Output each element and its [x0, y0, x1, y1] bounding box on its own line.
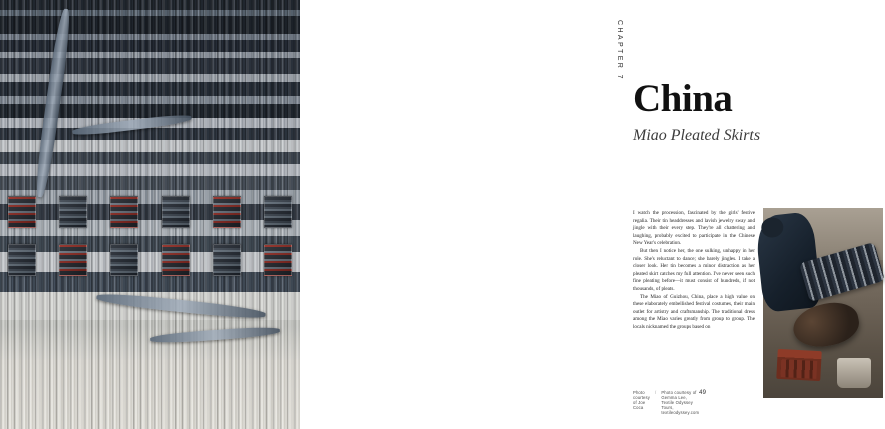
body-paragraph: But then I notice her, the one sulking, unhappy in her role. She's reluctant to dance; she barely jingles. I take a closer look. Her tin becomes a minor distraction as her pleated skirt catches my full attention. I've never seen such fine pleating before—it must consist of hundreds, if not thousands, of pleats.	[633, 247, 755, 292]
left-page-photo	[0, 0, 300, 429]
embroidery-panel	[213, 196, 241, 228]
embroidery-panel	[110, 196, 138, 228]
artisan-photo	[763, 208, 883, 398]
embroidery-panel	[8, 244, 36, 276]
caption-left: Photo courtesy of Joe Coca	[633, 390, 651, 410]
body-paragraph: I watch the procession, fascinated by the girls' festive regalia. Their tin headdresses and lavish jewelry sway and jingle with their every step. They're all chattering and laughing, probably excited to participate in the Chinese New Year's celebration.	[633, 210, 755, 247]
embroidery-panel	[59, 244, 87, 276]
title-block	[633, 78, 883, 146]
embroidery-panel	[59, 196, 87, 228]
photo-red-stool	[776, 349, 822, 381]
embroidery-panel	[162, 196, 190, 228]
embroidery-panel	[264, 196, 292, 228]
embroidery-panel	[110, 244, 138, 276]
embroidery-panel	[213, 244, 241, 276]
page-title: China	[633, 77, 733, 120]
embroidery-panel	[162, 244, 190, 276]
embroidery-row-lower	[0, 244, 300, 278]
embroidery-panel	[8, 196, 36, 228]
chapter-label: CHAPTER 7	[616, 20, 623, 81]
photo-credits	[633, 390, 699, 415]
page-number: 49	[699, 390, 707, 396]
page-subtitle: Miao Pleated Skirts	[633, 127, 761, 144]
right-page	[300, 0, 761, 429]
body-paragraph: The Miao of Guizhou, China, place a high value on these elaborately embellished festival costumes, their main outlet for artistry and craftsmanship. The traditional dress among the Miao varies greatly from group to group. The locals nicknamed the groups based on	[633, 293, 755, 330]
photo-artisan-head	[760, 216, 784, 238]
caption-right: Photo courtesy of Gemma Lee, Textile Odyssey Tours, textileodyssey.com	[661, 390, 700, 415]
photo-bucket	[837, 358, 871, 388]
embroidery-panel	[264, 244, 292, 276]
body-text-column	[633, 210, 755, 332]
caption-separator: /	[655, 390, 657, 395]
embroidery-row-upper	[0, 196, 300, 230]
